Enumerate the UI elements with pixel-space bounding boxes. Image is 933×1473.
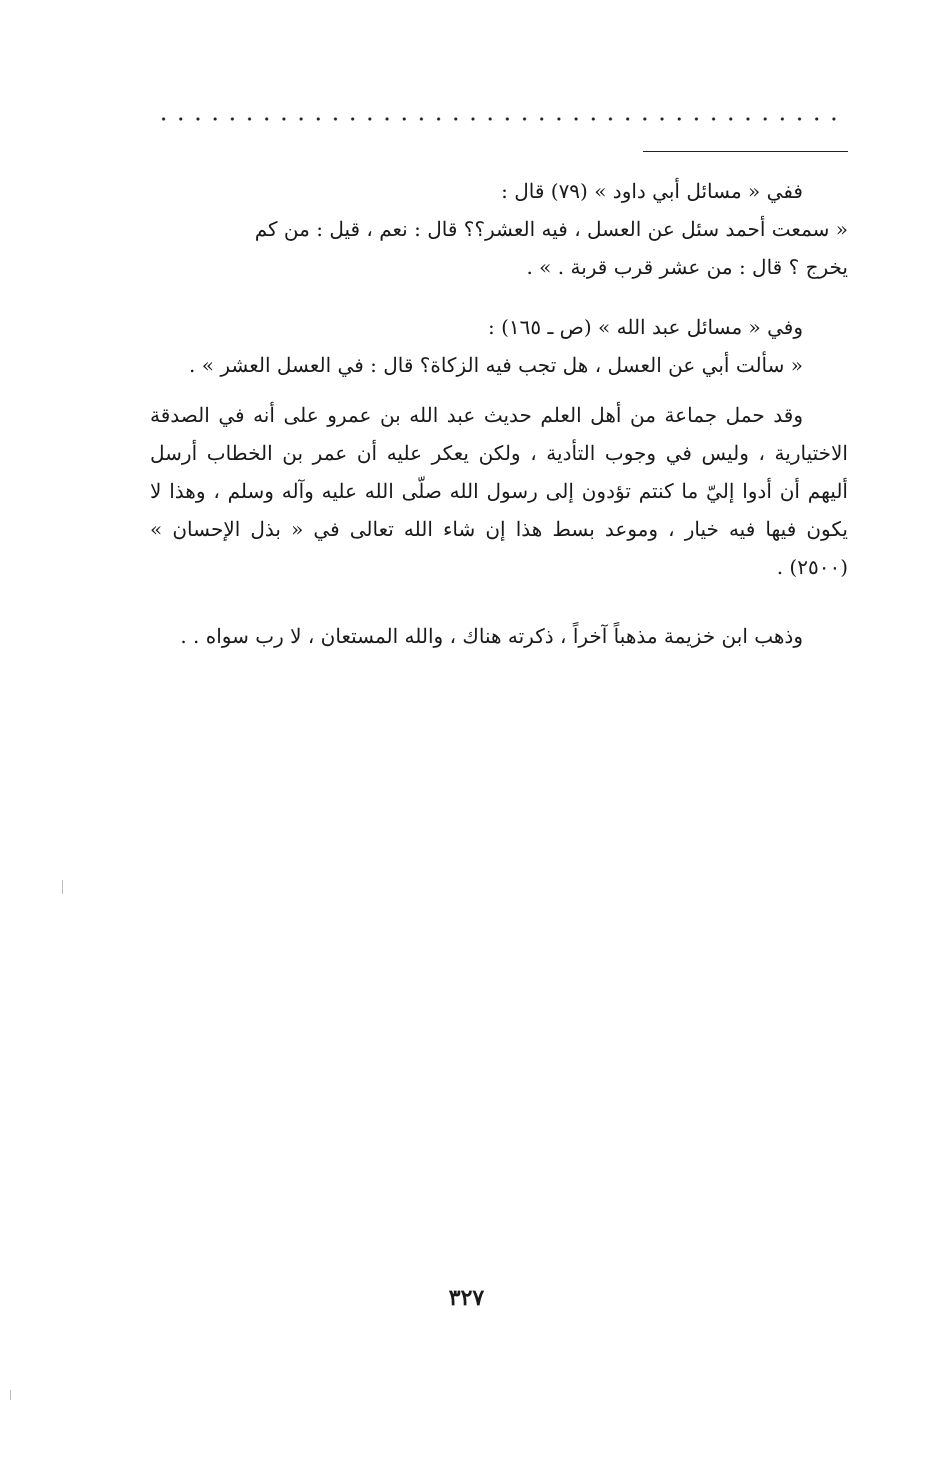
scan-speck bbox=[62, 880, 63, 894]
footnote-paragraph-2 bbox=[150, 617, 848, 655]
footnote-quotes bbox=[150, 172, 848, 286]
intro-line-1: ففي « مسائل أبي داود » (٧٩) قال : bbox=[501, 179, 803, 203]
footnote-quote-2 bbox=[150, 308, 848, 384]
quote-2: « سألت أبي عن العسل ، هل تجب فيه الزكاة؟ قال : في العسل العشر » . bbox=[189, 353, 803, 377]
paragraph-1: وقد حمل جماعة من أهل العلم حديث عبد الله بن عمرو على أنه في الصدقة الاختيارية ، وليس في وجوب التأدية ، ولكن يعكر عليه أن عمر بن الخطاب أرسل أليهم أن أدوا إليّ ما كنتم تؤدون إلى رسول الله صلّى الله عليه وآله وسلم ، وهذا لا يكون فيها فيه خيار ، وموعد بسط هذا إن شاء الله تعالى في « بذل الإحسان » (٢٥٠٠) . bbox=[150, 403, 848, 579]
footnote-rule bbox=[643, 151, 848, 152]
paragraph-2: وذهب ابن خزيمة مذهباً آخراً ، ذكرته هناك ، والله المستعان ، لا رب سواه . . bbox=[180, 624, 803, 648]
dotted-separator bbox=[155, 112, 845, 126]
quote-1-line-2: يخرج ؟ قال : من عشر قرب قربة . » . bbox=[526, 255, 848, 279]
scan-speck bbox=[10, 1390, 11, 1400]
quote-1-line-1: « سمعت أحمد سئل عن العسل ، فيه العشر؟؟ قال : نعم ، قيل : من كم bbox=[254, 217, 848, 241]
intro-line-2: وفي « مسائل عبد الله » (ص ـ ١٦٥) : bbox=[487, 315, 803, 339]
footnote-paragraph-1 bbox=[150, 396, 848, 586]
page-number: ٣٢٧ bbox=[448, 1285, 485, 1311]
